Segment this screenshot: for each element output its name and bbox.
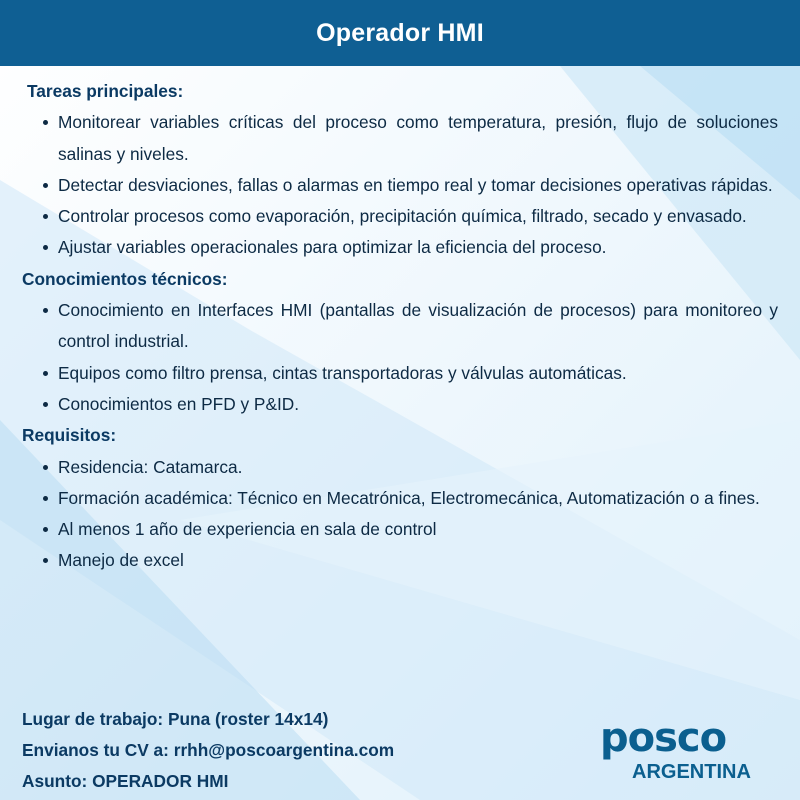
list-item: Conocimiento en Interfaces HMI (pantallas de visualización de procesos) para monitoreo y control industrial. — [58, 295, 778, 358]
section-title-conocimientos: Conocimientos técnicos: — [22, 268, 228, 289]
list-item: Conocimientos en PFD y P&ID. — [58, 389, 778, 420]
list-item: Residencia: Catamarca. — [58, 452, 778, 483]
page-title: Operador HMI — [316, 18, 484, 47]
list-item: Monitorear variables críticas del proceso como temperatura, presión, flujo de soluciones salinas y niveles. — [58, 107, 778, 170]
section-title-requisitos: Requisitos: — [22, 425, 117, 446]
job-description — [22, 76, 778, 577]
logo-brand: posco — [600, 716, 727, 761]
list-item: Controlar procesos como evaporación, precipitación química, filtrado, secado y envasado. — [58, 201, 778, 232]
workplace-text: Lugar de trabajo: Puna (roster 14x14) — [22, 709, 329, 729]
subject-text: Asunto: OPERADOR HMI — [22, 771, 229, 791]
list-item: Detectar desviaciones, fallas o alarmas en tiempo real y tomar decisiones operativas rápidas. — [58, 170, 778, 201]
list-item: Manejo de excel — [58, 545, 778, 576]
header-banner — [0, 0, 800, 66]
logo-country: ARGENTINA — [632, 761, 751, 783]
section-title-tareas: Tareas principales: — [27, 81, 184, 101]
list-item: Equipos como filtro prensa, cintas transportadoras y válvulas automáticas. — [58, 358, 778, 389]
posco-argentina-logo — [600, 716, 775, 786]
list-item: Al menos 1 año de experiencia en sala de control — [58, 514, 778, 545]
list-tareas — [22, 107, 778, 263]
list-item: Ajustar variables operacionales para optimizar la eficiencia del proceso. — [58, 232, 778, 263]
list-item: Formación académica: Técnico en Mecatrónica, Electromecánica, Automatización o a fines. — [58, 483, 778, 514]
list-requisitos — [22, 452, 778, 577]
send-cv-text: Envianos tu CV a: rrhh@poscoargentina.com — [22, 740, 395, 760]
contact-info — [22, 704, 394, 797]
list-conocimientos — [22, 295, 778, 420]
